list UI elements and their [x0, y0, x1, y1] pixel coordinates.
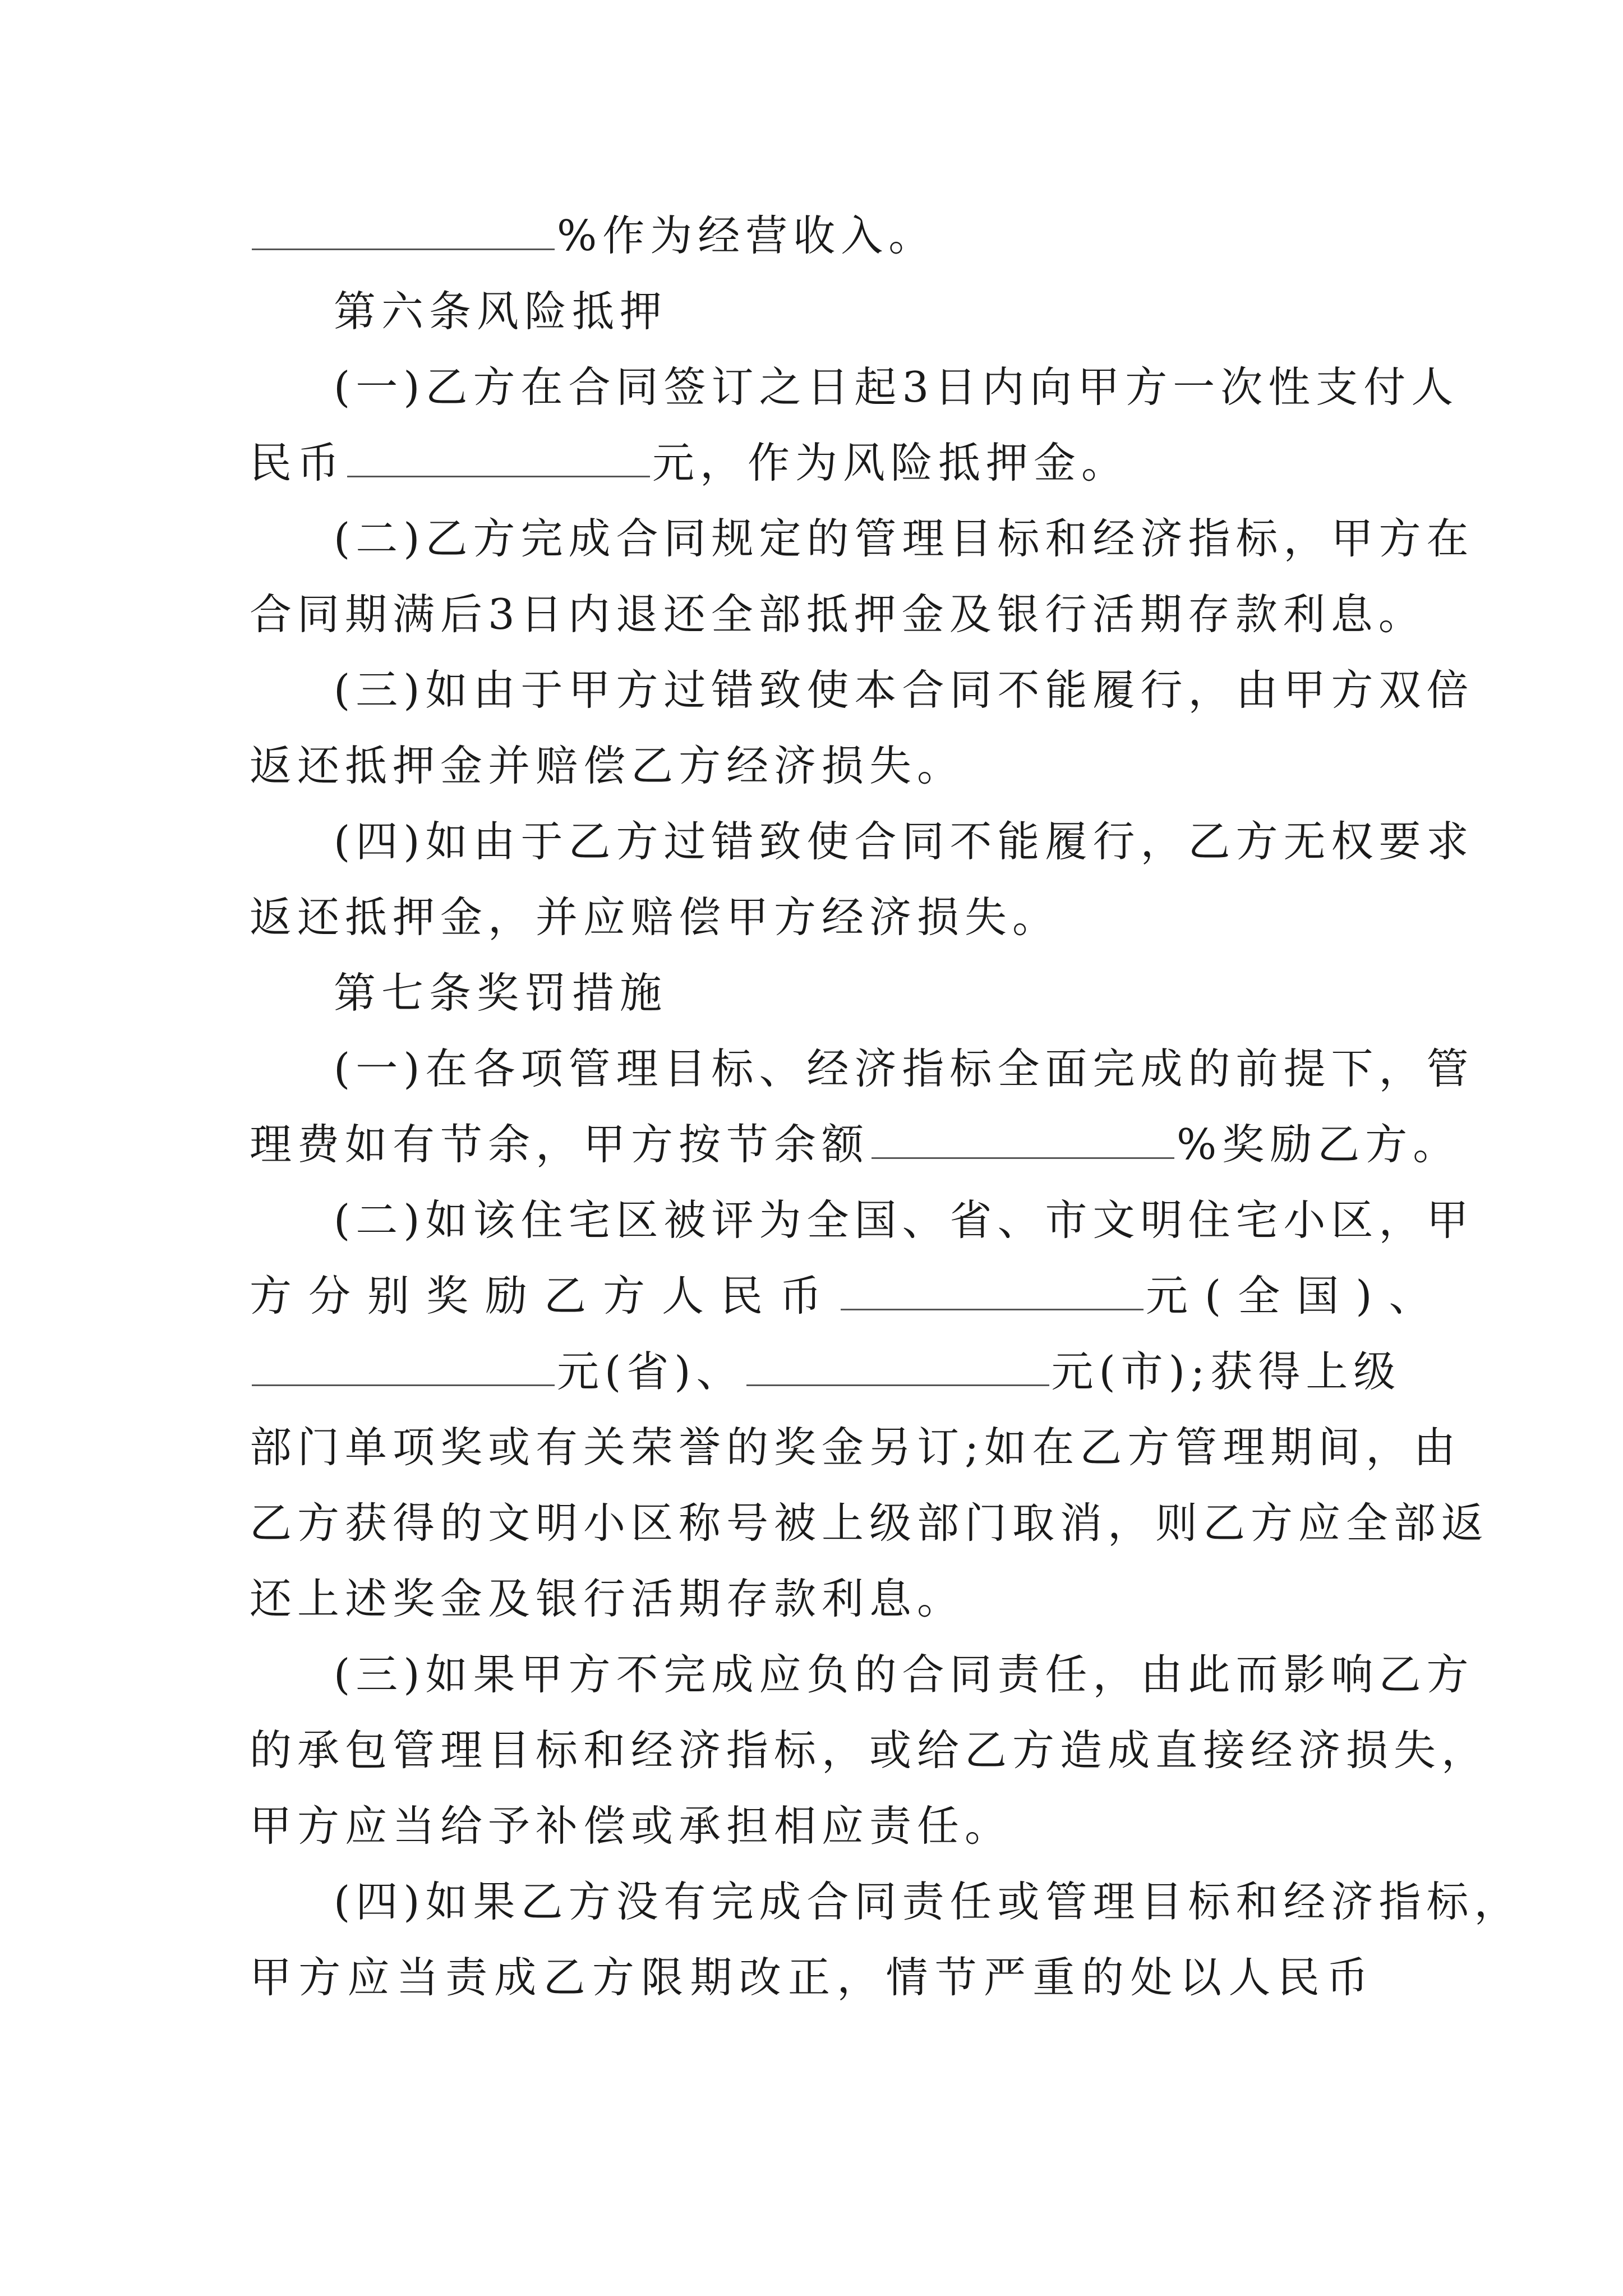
text-segment: %作为经营收入。 — [557, 211, 937, 260]
paragraph-line: 返还抵押金，并应赔偿甲方经济损失。 — [250, 892, 1061, 942]
text-segment: 理费如有节余，甲方按节余额 — [250, 1120, 870, 1169]
paragraph-line: 返还抵押金并赔偿乙方经济损失。 — [250, 741, 965, 790]
paragraph-line: 甲方应当责成乙方限期改正，情节严重的处以人民币 — [250, 1953, 1374, 2002]
paragraph-line: (三)如果甲方不完成应负的合同责任，由此而影响乙方 — [334, 1650, 1474, 1699]
paragraph-line: 乙方获得的文明小区称号被上级部门取消，则乙方应全部返 — [250, 1498, 1490, 1548]
fill-in-blank — [252, 208, 555, 250]
fill-in-blank — [872, 1117, 1174, 1159]
paragraph-line: (一)乙方在合同签订之日起3日内向甲方一次性支付人 — [334, 362, 1459, 412]
text-segment: 元(省)、 — [557, 1347, 744, 1396]
text-line — [250, 435, 1374, 491]
text-segment: 民币 — [250, 438, 345, 487]
text-line — [250, 208, 1374, 264]
paragraph-line: (四)如由于乙方过错致使合同不能履行，乙方无权要求 — [334, 817, 1474, 866]
paragraph-line: 的承包管理目标和经济指标，或给乙方造成直接经济损失， — [250, 1726, 1490, 1775]
text-line — [250, 1343, 1401, 1400]
text-segment: 元(市);获得上级 — [1051, 1347, 1401, 1396]
paragraph-line: (二)乙方完成合同规定的管理目标和经济指标，甲方在 — [334, 514, 1474, 563]
article-heading: 第七条奖罚措施 — [334, 968, 668, 1018]
fill-in-blank — [347, 435, 650, 477]
paragraph-line: 还上述奖金及银行活期存款利息。 — [250, 1574, 965, 1623]
fill-in-blank — [841, 1268, 1144, 1310]
text-segment: 元，作为风险抵押金。 — [652, 438, 1129, 487]
fill-in-blank — [252, 1344, 555, 1386]
paragraph-line: 部门单项奖或有关荣誉的奖金另订;如在乙方管理期间，由 — [250, 1423, 1461, 1472]
fill-in-blank — [746, 1344, 1049, 1386]
text-segment: 元(全国)、 — [1146, 1271, 1448, 1320]
text-segment: 方分别奖励乙方人民币 — [250, 1271, 839, 1320]
paragraph-line: (二)如该住宅区被评为全国、省、市文明住宅小区，甲 — [334, 1195, 1474, 1245]
article-heading: 第六条风险抵押 — [334, 287, 668, 336]
paragraph-line: 甲方应当给予补偿或承担相应责任。 — [250, 1801, 1013, 1851]
text-line — [250, 1268, 1448, 1324]
text-segment: %奖励乙方。 — [1177, 1120, 1461, 1169]
paragraph-line: 合同期满后3日内退还全部抵押金及银行活期存款利息。 — [250, 590, 1426, 639]
paragraph-line: (三)如由于甲方过错致使本合同不能履行，由甲方双倍 — [334, 665, 1474, 715]
paragraph-line: (四)如果乙方没有完成合同责任或管理目标和经济指标， — [334, 1877, 1522, 1926]
paragraph-line: (一)在各项管理目标、经济指标全面完成的前提下，管 — [334, 1044, 1474, 1093]
text-line — [250, 1116, 1461, 1172]
